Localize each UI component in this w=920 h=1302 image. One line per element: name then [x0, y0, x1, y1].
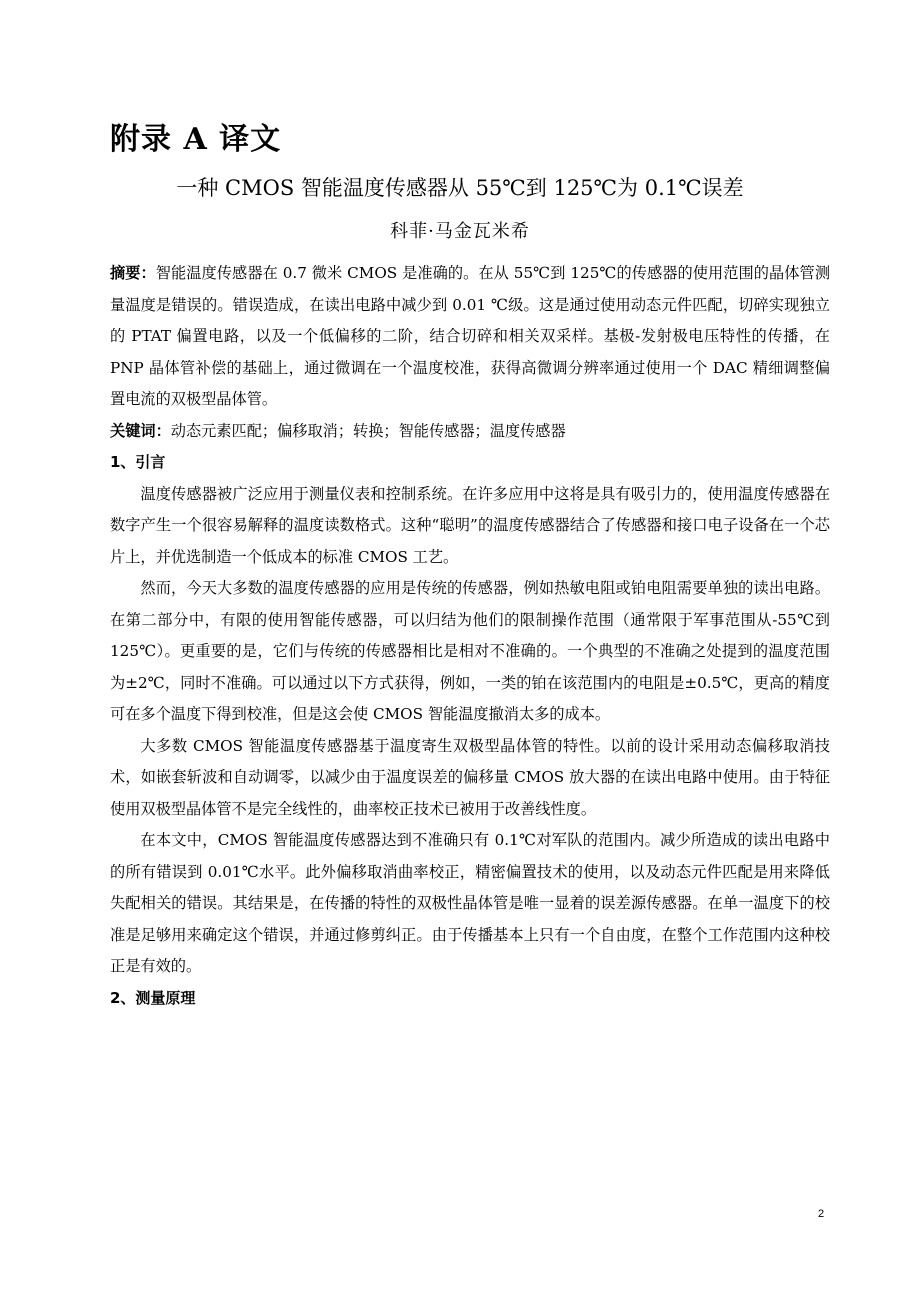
body-text	[110, 258, 830, 1014]
page-number: 2	[818, 1208, 825, 1220]
author-name: 科菲·马金瓦米希	[390, 221, 530, 242]
intro-paragraph-1: 温度传感器被广泛应用于测量仪表和控制系统。在许多应用中这将是具有吸引力的，使用温度传感器在数字产生一个很容易解释的温度读数格式。这种“聪明”的温度传感器结合了传感器和接口电子设备在一个芯片上，并优选制造一个低成本的标准 CMOS 工艺。	[110, 484, 830, 566]
section-heading-introduction: 1、引言	[110, 453, 166, 471]
keywords-label: 关键词：	[110, 421, 171, 440]
appendix-heading: 附录 A 译文	[110, 122, 282, 157]
abstract-text: 智能温度传感器在 0.7 微米 CMOS 是准确的。在从 55℃到 125℃的传感器的使用范围的晶体管测量温度是错误的。错误造成，在读出电路中减少到 0.01 ℃级。这是通过使用动态元件匹配，切碎实现独立的 PTAT 偏置电路，以及一个低偏移的二阶，结合切碎和相关双采样。基极-发射极电压特性的传播，在 PNP 晶体管补偿的基础上，通过微调在一个温度校准，获得高微调分辨率通过使用一个 DAC 精细调整偏置电流的双极型晶体管。	[110, 264, 831, 408]
abstract-paragraph	[110, 258, 830, 416]
section-heading-measurement-principle: 2、测量原理	[110, 988, 196, 1007]
intro-paragraph-3: 大多数 CMOS 智能温度传感器基于温度寄生双极型晶体管的特性。以前的设计采用动态偏移取消技术，如嵌套斩波和自动调零，以减少由于温度误差的偏移量 CMOS 放大器的在读出电路中使用。由于特征使用双极型晶体管不是完全线性的，曲率校正技术已被用于改善线性度。	[110, 736, 830, 818]
keywords-paragraph	[110, 416, 830, 448]
abstract-label: 摘要：	[110, 264, 156, 282]
intro-paragraph-4: 在本文中，CMOS 智能温度传感器达到不准确只有 0.1℃对军队的范围内。减少所造成的读出电路中的所有错误到 0.01℃水平。此外偏移取消曲率校正，精密偏置技术的使用，以及动态元件匹配是用来降低失配相关的错误。其结果是，在传播的特性的双极性晶体管是唯一显着的误差源传感器。在单一温度下的校准是足够用来确定这个错误，并通过修剪纠正。由于传播基本上只有一个自由度，在整个工作范围内这种校正是有效的。	[110, 831, 830, 975]
keywords-text: 动态元素匹配；偏移取消；转换；智能传感器；温度传感器	[170, 421, 566, 440]
intro-paragraph-2: 然而，今天大多数的温度传感器的应用是传统的传感器，例如热敏电阻或铂电阻需要单独的读出电路。在第二部分中，有限的使用智能传感器，可以归结为他们的限制操作范围（通常限于军事范围从-55℃到 125℃）。更重要的是，它们与传统的传感器相比是相对不准确的。一个典型的不准确之处提到的温度范围为±2℃，同时不准确。可以通过以下方式获得，例如，一类的铂在该范围内的电阻是±0.5℃，更高的精度可在多个温度下得到校准，但是这会使 CMOS 智能温度撤消太多的成本。	[110, 579, 830, 723]
paper-title: 一种 CMOS 智能温度传感器从 55℃到 125℃为 0.1℃误差	[176, 176, 744, 200]
